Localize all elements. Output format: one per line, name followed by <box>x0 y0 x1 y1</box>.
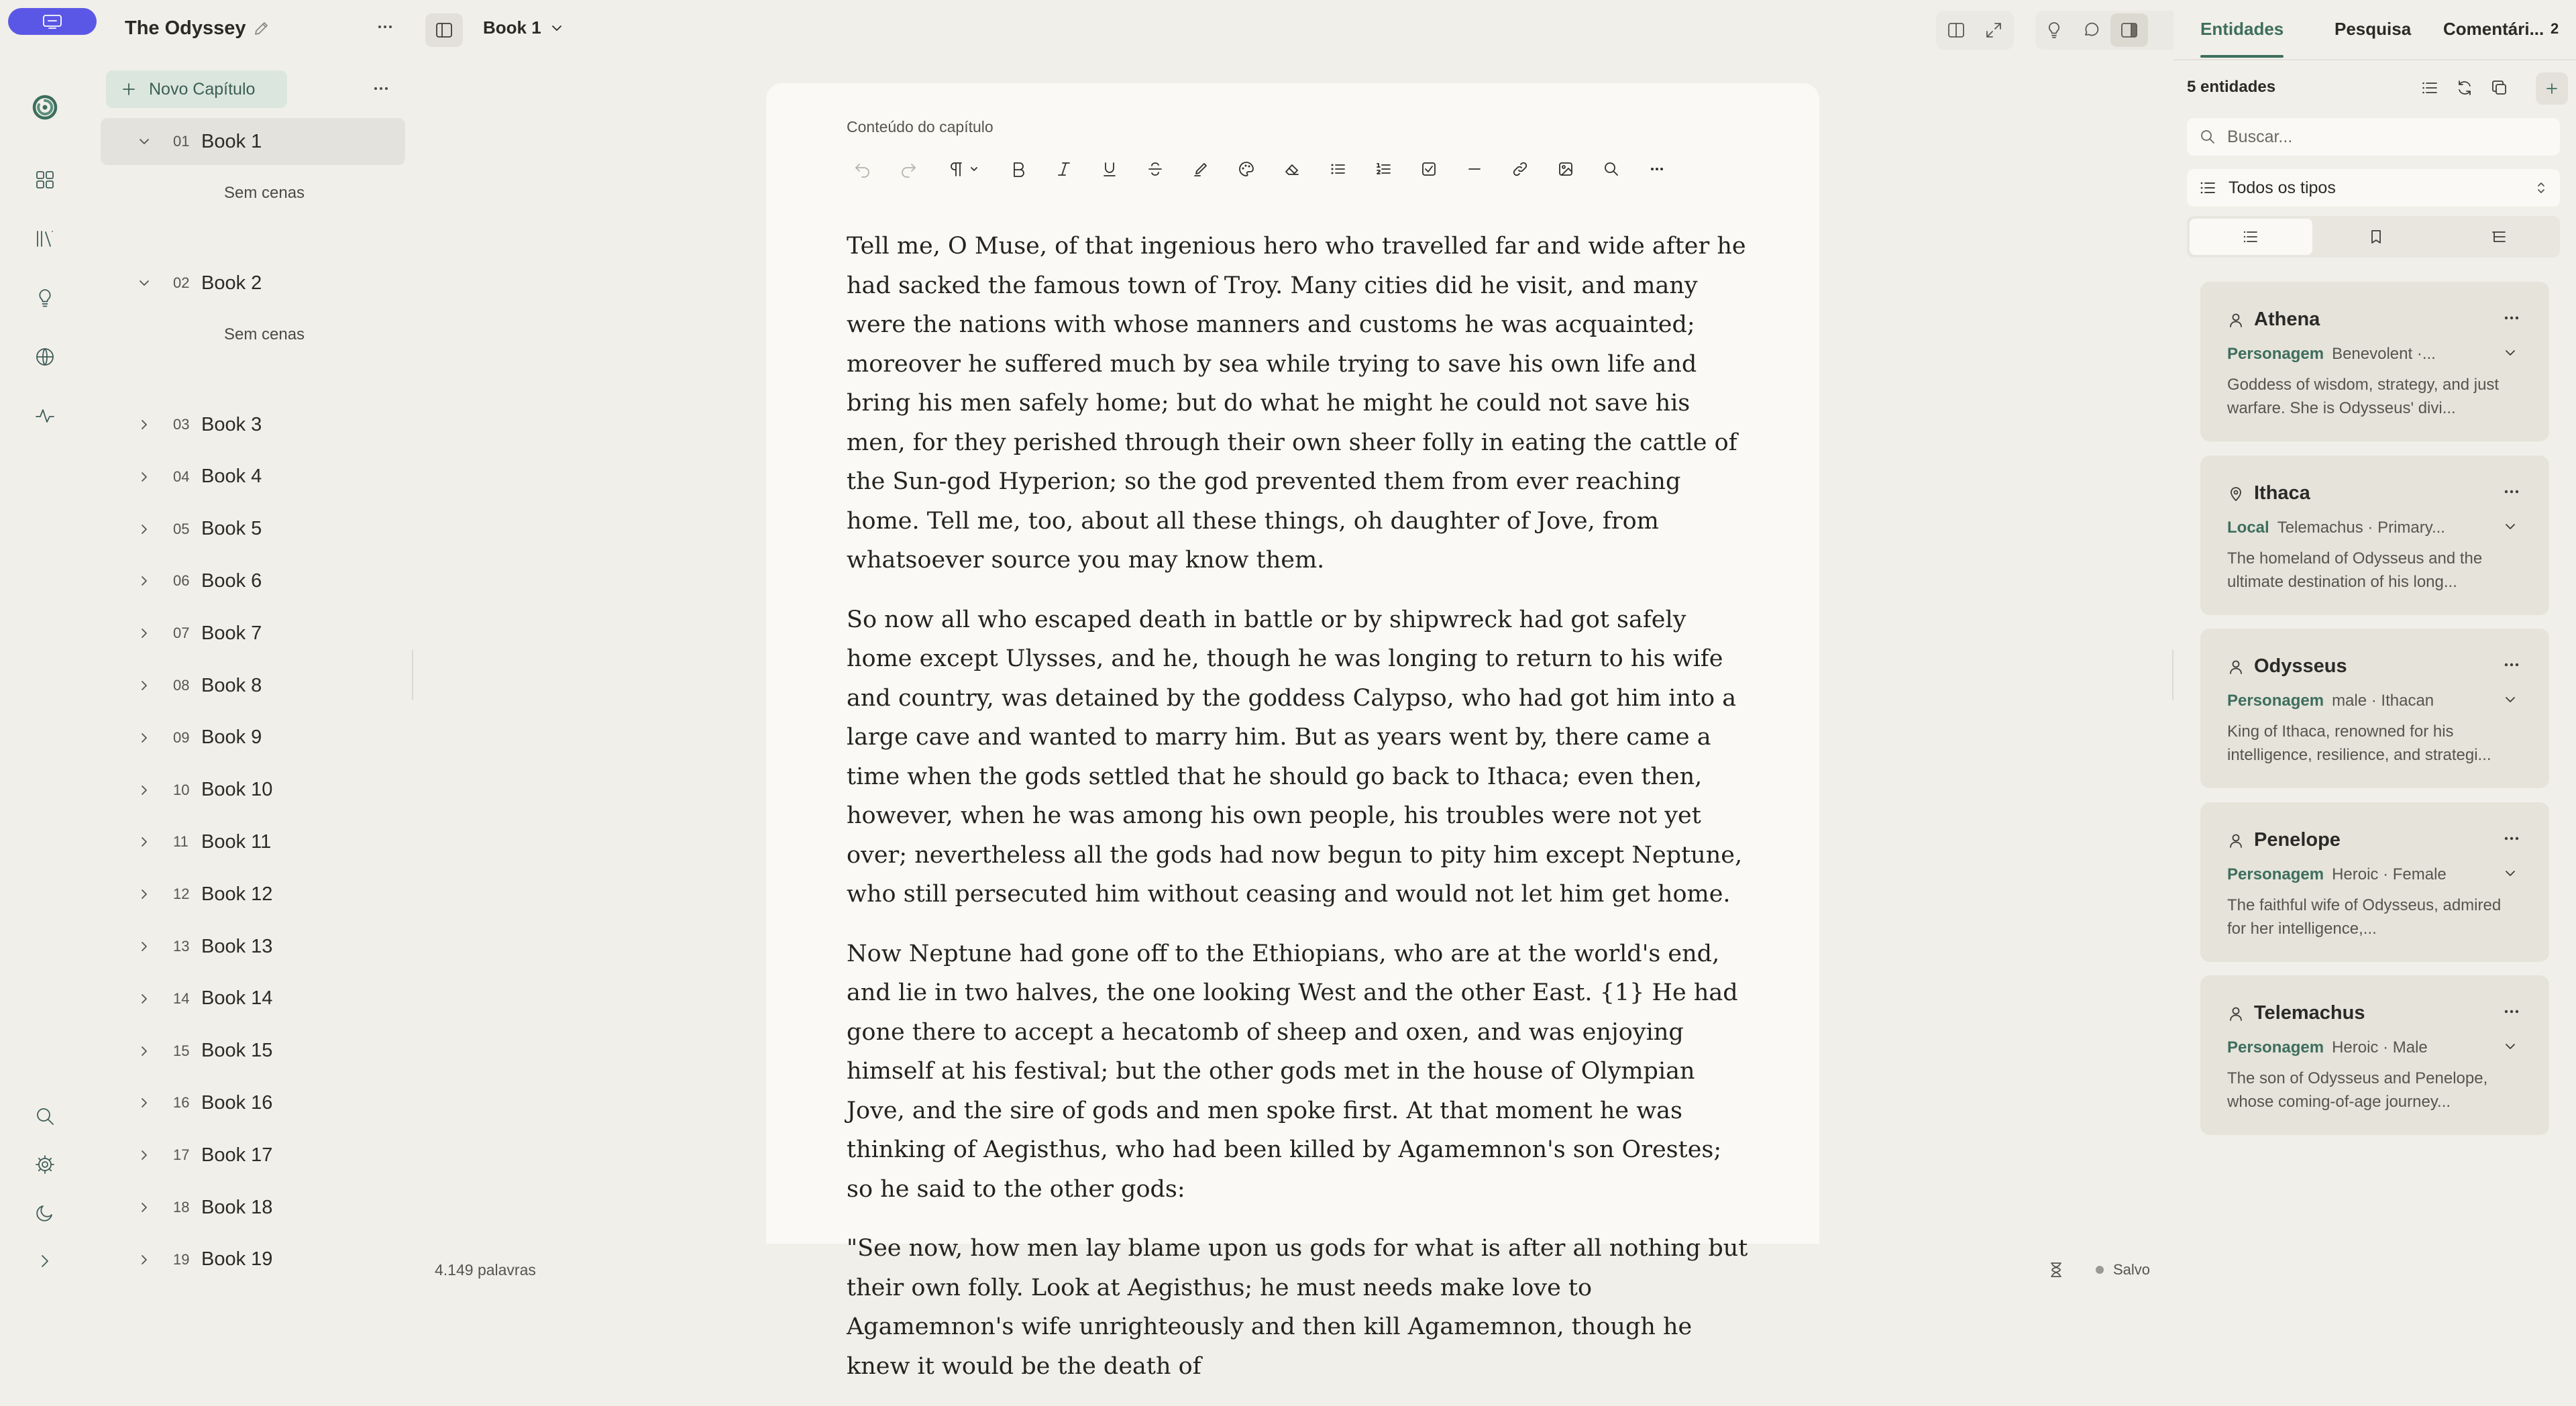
entity-tags: Heroic · Female <box>2332 865 2447 883</box>
split-view-icon[interactable] <box>1937 13 1975 47</box>
filter-list-icon <box>2199 179 2216 197</box>
entity-card[interactable] <box>2200 629 2549 788</box>
entity-name: Athena <box>2254 309 2320 330</box>
chevron-right-icon[interactable] <box>101 678 170 693</box>
chapter-number: 10 <box>173 781 190 798</box>
moon-icon[interactable] <box>29 1197 61 1229</box>
eraser-icon[interactable] <box>1269 149 1315 189</box>
dashboard-icon[interactable] <box>29 164 61 196</box>
library-icon[interactable] <box>29 223 61 255</box>
chapter-row[interactable] <box>101 818 405 865</box>
entity-tags: Heroic · Male <box>2332 1038 2428 1057</box>
chapter-name: Book 17 <box>201 1144 273 1166</box>
checklist-icon[interactable] <box>1406 149 1452 189</box>
entity-meta <box>2227 865 2482 884</box>
undo-icon[interactable] <box>840 149 885 189</box>
chapter-sidebar <box>98 0 413 1291</box>
chapter-name: Book 4 <box>201 466 262 488</box>
chapter-name: Book 7 <box>201 622 262 644</box>
strikethrough-icon[interactable] <box>1132 149 1178 189</box>
current-chapter-label: Book 1 <box>483 17 541 38</box>
chapter-number: 19 <box>173 1250 190 1268</box>
tab-comments[interactable]: Comentári... <box>2443 19 2544 39</box>
monitor-icon <box>42 13 63 30</box>
chevron-down-icon[interactable] <box>101 276 170 290</box>
chapter-number: 04 <box>173 468 190 485</box>
chapter-number: 11 <box>173 833 189 851</box>
new-chapter-button[interactable] <box>106 70 287 108</box>
chapter-name: Book 1 <box>201 130 262 152</box>
entity-meta <box>2227 345 2482 364</box>
entity-description: The son of Odysseus and Penelope, whose coming-of-age journey... <box>2227 1069 2488 1111</box>
chapter-name: Book 19 <box>201 1248 273 1270</box>
app-logo-icon[interactable] <box>29 91 61 123</box>
list-mode-icon[interactable] <box>2190 219 2312 255</box>
chevron-down-icon[interactable] <box>2501 517 2520 536</box>
chapter-name: Book 18 <box>201 1196 273 1218</box>
entity-type: Personagem <box>2227 865 2324 883</box>
chapter-editor[interactable] <box>766 83 1819 1380</box>
pilcrow-icon <box>947 160 965 178</box>
chapter-name: Book 10 <box>201 779 273 801</box>
copy-icon[interactable] <box>2483 74 2516 102</box>
refresh-icon[interactable] <box>2449 74 2481 102</box>
pencil-icon[interactable] <box>252 19 271 38</box>
entity-description: The faithful wife of Odysseus, admired for her intelligence,... <box>2227 896 2502 938</box>
search-icon <box>2199 128 2216 146</box>
chapter-row[interactable] <box>101 871 405 918</box>
chapter-row[interactable] <box>101 610 405 657</box>
chapter-row[interactable] <box>101 1028 405 1075</box>
chevron-right-icon[interactable] <box>101 417 170 432</box>
editor-header <box>413 0 2174 60</box>
entity-name: Ithaca <box>2254 482 2310 504</box>
chevron-right-icon[interactable] <box>101 991 170 1006</box>
entity-count: 5 entidades <box>2187 78 2276 96</box>
search-icon[interactable] <box>29 1100 61 1132</box>
chapter-number: 16 <box>173 1094 190 1112</box>
more-horizontal-icon[interactable] <box>2501 1001 2522 1022</box>
fullscreen-icon[interactable] <box>1975 13 2012 47</box>
toggle-sidebar-button[interactable] <box>425 13 463 47</box>
horizontal-rule-icon[interactable] <box>1452 149 1497 189</box>
bullet-list-icon[interactable] <box>1315 149 1360 189</box>
chevron-down-icon[interactable] <box>2501 864 2520 883</box>
chevron-right-icon[interactable] <box>101 783 170 798</box>
numbered-list-icon[interactable] <box>1360 149 1406 189</box>
chapter-number: 09 <box>173 728 190 746</box>
workspace-switch-button[interactable] <box>8 8 97 35</box>
link-icon[interactable] <box>1497 149 1543 189</box>
paragraph[interactable]: So now all who escaped death in battle or by shipwreck had got safely home except Ulysses, and he, though he was longing to return to his wife and country, was detained by the goddess Calypso, who had got him into a large cave and wanted to marry him. But as years went by, there came a time when the gods settled that he should go back to Ithaca; even then, however, when he was among his own people, his troubles were not yet over; nevertheless all the gods had now begun to pity him except Neptune, who still persecuted him without ceasing and would not let him get home. <box>847 606 1743 908</box>
comments-count-badge: 2 <box>2551 20 2559 37</box>
paragraph[interactable]: Tell me, O Muse, of that ingenious hero who travelled far and wide after he had sacked the famous town of Troy. Many cities did he visit, and many were the nations with whose manners and customs he was acquainted; moreover he suffered much by sea while trying to save his own life and bring his men safely home; but do what he might he could not save his men, for they perished through their own sheer folly in eating the cattle of the Sun-god Hyperion; so the god prevented them from ever reaching home. Tell me, too, about all these things, oh daughter of Jove, from whatsoever source you may know them. <box>847 233 1746 574</box>
save-status <box>2096 1261 2150 1279</box>
entity-description: King of Ithaca, renowned for his intelligence, resilience, and strategi... <box>2227 722 2491 764</box>
chapter-name: Book 13 <box>201 935 273 957</box>
more-horizontal-icon[interactable] <box>2501 307 2522 329</box>
entity-description: The homeland of Odysseus and the ultimate destination of his long... <box>2227 549 2483 591</box>
more-horizontal-icon[interactable] <box>2501 654 2522 675</box>
save-status-label: Salvo <box>2113 1261 2151 1278</box>
entity-type: Personagem <box>2227 1038 2324 1057</box>
chevron-right-icon[interactable] <box>29 1245 61 1277</box>
plus-icon <box>121 81 137 97</box>
entity-name: Penelope <box>2254 828 2341 851</box>
chapter-name: Book 2 <box>201 272 262 294</box>
entity-card[interactable] <box>2200 455 2549 615</box>
sidebar-icon <box>434 20 454 40</box>
more-horizontal-icon[interactable] <box>374 16 396 38</box>
chapter-number: 18 <box>173 1199 190 1215</box>
type-filter-value: Todos os tipos <box>2229 178 2336 197</box>
chapter-row[interactable] <box>101 1132 405 1179</box>
no-scenes-label: Sem cenas <box>224 184 305 202</box>
chevron-right-icon[interactable] <box>101 731 170 745</box>
image-icon[interactable] <box>1543 149 1589 189</box>
hourglass-icon[interactable] <box>2047 1261 2065 1279</box>
entity-card[interactable] <box>2200 802 2549 962</box>
chapter-row[interactable] <box>101 118 405 165</box>
chevron-down-icon[interactable] <box>2501 1037 2520 1056</box>
chapter-selector[interactable] <box>483 17 564 38</box>
chapter-number: 01 <box>173 133 190 150</box>
chapter-name: Book 9 <box>201 726 262 749</box>
redo-icon[interactable] <box>885 149 931 189</box>
chapter-name: Book 6 <box>201 570 262 592</box>
chapter-number: 07 <box>173 625 190 642</box>
italic-icon[interactable] <box>1041 149 1087 189</box>
entity-name: Telemachus <box>2254 1002 2365 1024</box>
chapter-name: Book 16 <box>201 1091 273 1114</box>
underline-icon[interactable] <box>1087 149 1132 189</box>
entity-meta <box>2227 519 2482 537</box>
chevron-right-icon[interactable] <box>101 887 170 902</box>
chevron-right-icon[interactable] <box>101 626 170 641</box>
entity-tags: Benevolent ·... <box>2332 345 2436 363</box>
view-mode-toggle <box>2187 216 2560 258</box>
chapter-text[interactable] <box>847 227 1752 1406</box>
chapter-number: 05 <box>173 520 190 537</box>
chapter-row[interactable] <box>101 1079 405 1126</box>
chevron-right-icon[interactable] <box>101 1095 170 1110</box>
lightbulb-icon[interactable] <box>29 282 61 314</box>
person-icon <box>2227 311 2245 329</box>
entity-description: Goddess of wisdom, strategy, and just warfare. She is Odysseus' divi... <box>2227 376 2500 417</box>
comment-icon[interactable] <box>2073 13 2110 47</box>
paragraph-style-dropdown[interactable] <box>931 149 996 189</box>
chapter-row[interactable] <box>101 1184 405 1231</box>
chapter-number: 13 <box>173 938 190 955</box>
chevron-right-icon[interactable] <box>101 574 170 588</box>
editor-area <box>413 0 2174 1380</box>
search-input[interactable] <box>2227 127 2549 147</box>
tab-research[interactable]: Pesquisa <box>2334 19 2412 39</box>
find-icon[interactable] <box>1589 149 1634 189</box>
activity-icon[interactable] <box>29 400 61 432</box>
chapter-row[interactable] <box>101 767 405 814</box>
chevron-down-icon <box>969 164 979 174</box>
bold-icon[interactable] <box>996 149 1041 189</box>
chapter-name: Book 5 <box>201 518 262 540</box>
gear-icon[interactable] <box>29 1148 61 1181</box>
chapter-name: Book 15 <box>201 1040 273 1062</box>
tab-entities[interactable]: Entidades <box>2200 19 2284 39</box>
chapter-number: 15 <box>173 1042 190 1059</box>
chapter-name: Book 12 <box>201 883 273 905</box>
entity-tags: Telemachus · Primary... <box>2277 518 2445 537</box>
chapter-row[interactable] <box>101 1236 405 1283</box>
entity-tags: male · Ithacan <box>2332 692 2434 710</box>
chapter-name: Book 8 <box>201 674 262 696</box>
editor-label: Conteúdo do capítulo <box>847 118 994 136</box>
chapter-row[interactable] <box>101 401 405 448</box>
chevron-down-icon[interactable] <box>2501 343 2520 362</box>
highlighter-icon[interactable] <box>1178 149 1224 189</box>
status-bar <box>413 1249 2174 1291</box>
person-icon <box>2227 832 2245 849</box>
entity-card[interactable] <box>2200 975 2549 1135</box>
chevron-updown-icon <box>2534 180 2548 196</box>
paragraph[interactable]: Now Neptune had gone off to the Ethiopians, who are at the world's end, and lie in two halves, the one looking West and the other East. {1} He had gone there to accept a hecatomb of sheep and oxen, and was enjoying himself at his festival; but the other gods met in the house of Olympian Jove, and the sire of gods and men spoke first. At that moment he was thinking of Aegisthus, who had been killed by Agamemnon's son Orestes; so he said to the other gods: <box>847 940 1738 1203</box>
chevron-down-icon[interactable] <box>101 134 170 149</box>
tab-divider <box>2174 59 2576 60</box>
entity-name: Odysseus <box>2254 655 2347 677</box>
entity-type: Local <box>2227 518 2269 537</box>
plus-icon <box>2544 80 2560 97</box>
no-scenes-label: Sem cenas <box>224 325 305 343</box>
chapter-row[interactable] <box>101 506 405 553</box>
person-icon <box>2227 658 2245 675</box>
chapter-number: 17 <box>173 1146 190 1164</box>
more-horizontal-icon[interactable] <box>2501 481 2522 502</box>
chapter-number: 06 <box>173 572 190 590</box>
chevron-right-icon[interactable] <box>101 1148 170 1162</box>
formatting-toolbar <box>840 149 1680 189</box>
chevron-down-icon[interactable] <box>2501 690 2520 709</box>
list-view-icon[interactable] <box>2414 74 2446 102</box>
chevron-right-icon[interactable] <box>101 1044 170 1059</box>
chapter-number: 08 <box>173 677 190 694</box>
chapter-row[interactable] <box>101 975 405 1022</box>
tree-view-icon[interactable] <box>2437 216 2560 258</box>
add-entity-button[interactable] <box>2536 72 2568 105</box>
more-horizontal-icon[interactable] <box>2501 828 2522 849</box>
lightbulb-icon[interactable] <box>2035 13 2073 47</box>
chapter-name: Book 14 <box>201 987 273 1010</box>
chevron-right-icon[interactable] <box>101 470 170 484</box>
chevron-right-icon[interactable] <box>101 939 170 954</box>
globe-icon[interactable] <box>29 341 61 373</box>
chapter-number: 14 <box>173 989 190 1007</box>
chapter-row[interactable] <box>101 453 405 500</box>
chapter-name: Book 11 <box>201 830 272 853</box>
project-title: The Odyssey <box>125 17 246 39</box>
chapter-row[interactable] <box>101 923 405 970</box>
chapter-menu-icon[interactable] <box>370 78 392 99</box>
chevron-right-icon[interactable] <box>101 834 170 849</box>
chapter-number: 12 <box>173 885 190 903</box>
chevron-down-icon <box>549 21 564 36</box>
word-count: 4.149 palavras <box>435 1260 536 1279</box>
entity-meta <box>2227 692 2482 710</box>
new-chapter-label: Novo Capítulo <box>149 79 256 99</box>
entity-meta <box>2227 1038 2482 1057</box>
palette-icon[interactable] <box>1224 149 1269 189</box>
more-horizontal-icon[interactable] <box>1634 149 1680 189</box>
person-icon <box>2227 1005 2245 1022</box>
chapter-row[interactable] <box>101 662 405 709</box>
chapter-row[interactable] <box>101 714 405 761</box>
entity-card[interactable] <box>2200 282 2549 441</box>
chevron-right-icon[interactable] <box>101 522 170 537</box>
bookmark-icon[interactable] <box>2315 216 2438 258</box>
location-pin-icon <box>2227 485 2245 502</box>
entity-type: Personagem <box>2227 692 2324 710</box>
icon-rail <box>0 0 98 1291</box>
entity-search[interactable] <box>2187 118 2560 156</box>
chapter-number: 02 <box>173 274 190 291</box>
active-tab-indicator <box>2200 55 2284 58</box>
right-panel-toggle-icon[interactable] <box>2110 13 2148 47</box>
chevron-right-icon[interactable] <box>101 1200 170 1215</box>
chapter-row[interactable] <box>101 557 405 604</box>
entity-type: Personagem <box>2227 345 2324 363</box>
chapter-row[interactable] <box>101 260 405 307</box>
chapter-number: 03 <box>173 416 190 433</box>
type-filter-select[interactable] <box>2187 169 2560 207</box>
chapter-name: Book 3 <box>201 413 262 435</box>
chevron-right-icon[interactable] <box>101 1252 170 1267</box>
paragraph[interactable]: "See now, how men lay blame upon us gods for what is after all nothing but their own folly. Look at Aegisthus; he must needs make love to Agamemnon's wife unrighteously and then kill Agamemnon, though he knew it would be the death of <box>847 1235 1748 1380</box>
entity-panel <box>2174 0 2576 1291</box>
save-status-dot <box>2096 1266 2104 1274</box>
